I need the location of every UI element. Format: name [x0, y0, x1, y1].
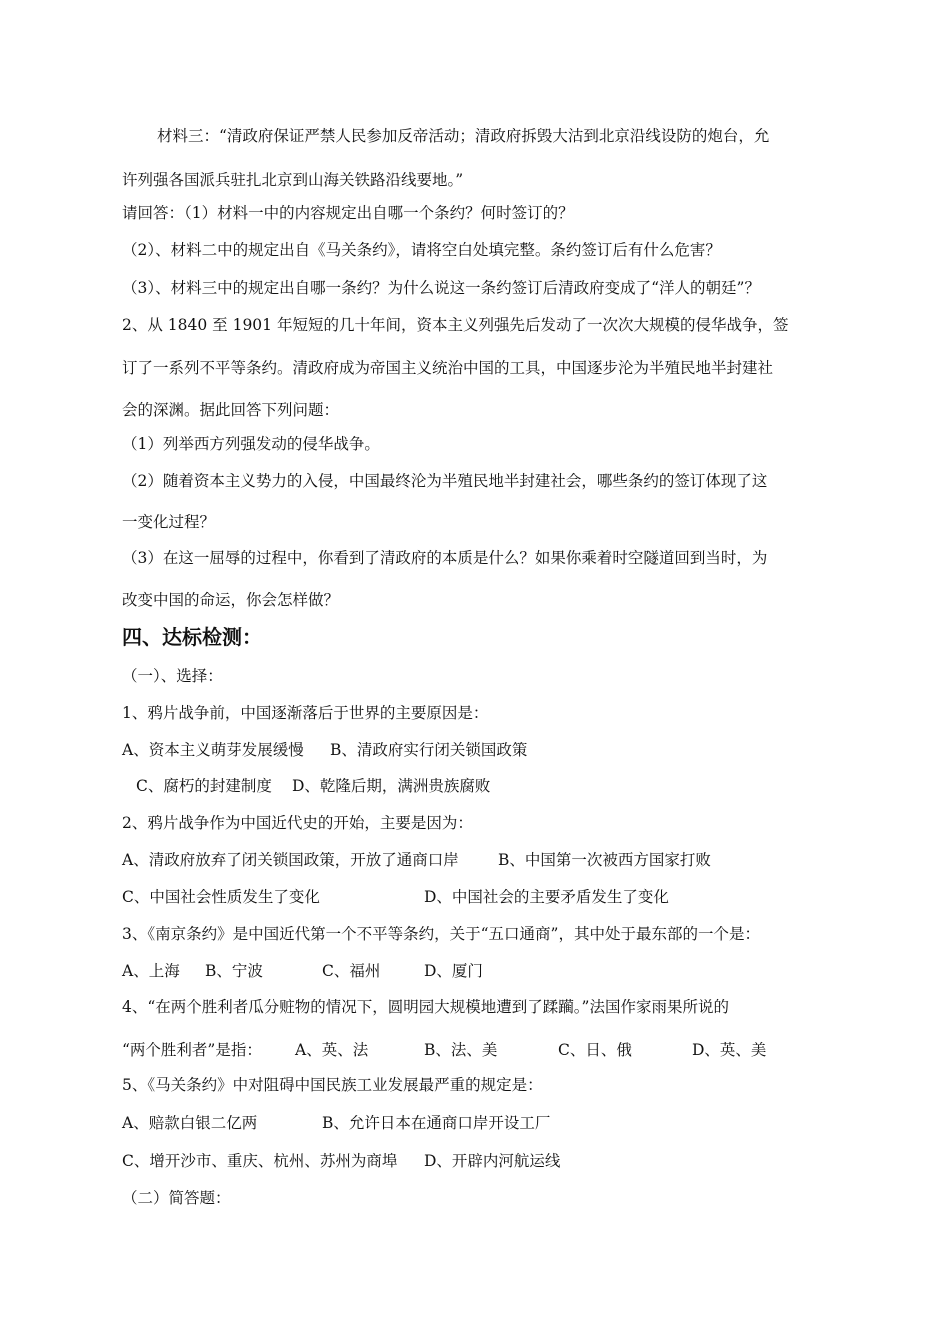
question2-sub3-line2: 改变中国的命运，你会怎样做？	[122, 591, 340, 609]
section4-title: 四、达标检测：	[122, 625, 262, 649]
mcq4-stem: 4、“在两个胜利者瓜分赃物的情况下，圆明园大规模地遭到了蹂躏。”法国作家雨果所说的	[122, 998, 729, 1016]
material3-line1: 材料三：“清政府保证严禁人民参加反帝活动；清政府拆毁大沽到北京沿线设防的炮台，允	[157, 127, 770, 145]
mcq4-option-c: C、日、俄	[558, 1041, 632, 1059]
mcq2-option-c: C、中国社会性质发生了变化	[122, 888, 320, 906]
mcq3-option-d: D、厦门	[424, 962, 483, 980]
mcq4-stem-cont: “两个胜利者”是指：	[122, 1041, 262, 1059]
mcq5-option-c: C、增开沙市、重庆、杭州、苏州为商埠	[122, 1152, 398, 1170]
mcq5-option-a: A、赔款白银二亿两	[122, 1114, 258, 1132]
mcq5-option-d: D、开辟内河航运线	[424, 1152, 561, 1170]
mcq2-option-d: D、中国社会的主要矛盾发生了变化	[424, 888, 669, 906]
mcq2-stem: 2、鸦片战争作为中国近代史的开始，主要是因为：	[122, 814, 473, 832]
mcq3-option-a: A、上海	[122, 962, 180, 980]
question1-part1: 请回答：（1）材料一中的内容规定出自哪一个条约？何时签订的？	[122, 204, 574, 222]
mcq4-option-b: B、法、美	[424, 1041, 498, 1059]
mcq4-option-a: A、英、法	[295, 1041, 369, 1059]
mcq2-option-b: B、中国第一次被西方国家打败	[498, 851, 711, 869]
mcq1-option-d: D、乾隆后期，满洲贵族腐败	[292, 777, 491, 795]
choice-heading: （一）、选择：	[122, 667, 223, 685]
short-answer-heading: （二）简答题：	[122, 1189, 231, 1207]
question2-line3: 会的深渊。据此回答下列问题：	[122, 401, 340, 419]
mcq3-option-c: C、福州	[322, 962, 381, 980]
mcq4-option-d: D、英、美	[692, 1041, 767, 1059]
mcq3-stem: 3、《南京条约》是中国近代第一个不平等条约，关于“五口通商”，其中处于最东部的一个是：	[122, 925, 760, 943]
mcq1-option-c: C、腐朽的封建制度	[136, 777, 272, 795]
question2-line1: 2、从 1840 至 1901 年短短的几十年间，资本主义列强先后发动了一次次大规模的侵华战争，签	[122, 316, 789, 334]
mcq1-option-a: A、资本主义萌芽发展缓慢	[122, 741, 304, 759]
mcq1-stem: 1、鸦片战争前，中国逐渐落后于世界的主要原因是：	[122, 704, 489, 722]
question2-sub2-line1: （2）随着资本主义势力的入侵，中国最终沦为半殖民地半封建社会，哪些条约的签订体现了这	[122, 472, 768, 490]
question1-part3: （3）、材料三中的规定出自哪一条约？为什么说这一条约签订后清政府变成了“洋人的朝廷”？	[122, 279, 760, 297]
mcq5-stem: 5、《马关条约》中对阻碍中国民族工业发展最严重的规定是：	[122, 1076, 543, 1094]
mcq2-option-a: A、清政府放弃了闭关锁国政策，开放了通商口岸	[122, 851, 459, 869]
question2-sub3-line1: （3）在这一屈辱的过程中，你看到了清政府的本质是什么？如果你乘着时空隧道回到当时，为	[122, 549, 768, 567]
material3-line2: 许列强各国派兵驻扎北京到山海关铁路沿线要地。”	[122, 171, 464, 189]
question2-sub2-line2: 一变化过程？	[122, 513, 216, 531]
question1-part2: （2）、材料二中的规定出自《马关条约》，请将空白处填完整。条约签订后有什么危害？	[122, 241, 721, 259]
mcq1-option-b: B、清政府实行闭关锁国政策	[330, 741, 528, 759]
question2-line2: 订了一系列不平等条约。清政府成为帝国主义统治中国的工具，中国逐步沦为半殖民地半封建社	[122, 359, 774, 377]
mcq3-option-b: B、宁波	[205, 962, 263, 980]
question2-sub1: （1）列举西方列强发动的侵华战争。	[122, 435, 380, 453]
mcq5-option-b: B、允许日本在通商口岸开设工厂	[322, 1114, 551, 1132]
